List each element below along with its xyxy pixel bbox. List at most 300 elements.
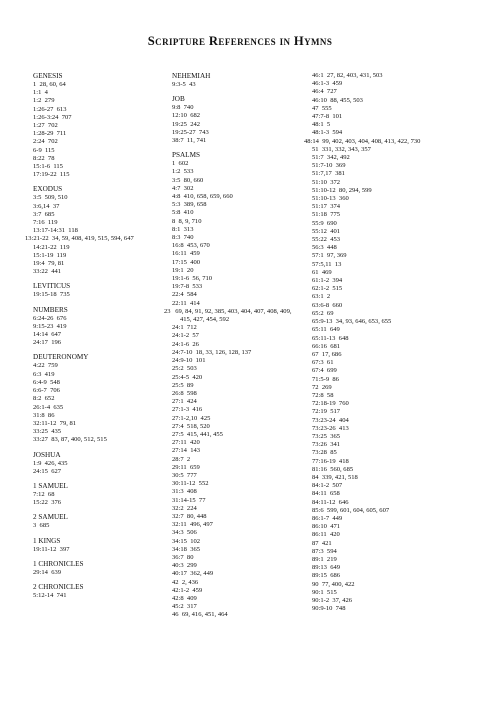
scripture-reference <box>33 331 163 339</box>
hymn-numbers: 26 <box>189 340 199 348</box>
scripture-reference <box>312 548 462 556</box>
scripture-reference <box>312 384 462 392</box>
verse-reference: 87 <box>312 539 319 547</box>
verse-reference: 8:3 <box>172 234 181 242</box>
hymn-numbers: 97, 369 <box>323 252 347 260</box>
hymn-numbers: 741 <box>53 591 67 599</box>
hymn-numbers: 658 <box>326 490 340 498</box>
hymn-numbers: 89 <box>183 381 194 389</box>
scripture-reference <box>312 499 462 507</box>
scripture-reference <box>33 89 163 97</box>
verse-reference: 47 <box>312 104 319 112</box>
hymn-numbers: 711 <box>53 130 67 138</box>
hymn-numbers: 389, 658 <box>180 201 207 209</box>
scripture-reference <box>172 513 302 521</box>
verse-reference: 61 <box>312 268 319 276</box>
hymn-numbers: 400 <box>186 258 201 266</box>
scripture-reference <box>312 408 462 416</box>
scripture-reference <box>33 428 163 436</box>
verse-reference: 55:9 <box>312 219 324 227</box>
verse-reference: 3:5 <box>172 176 181 184</box>
scripture-reference <box>312 400 462 408</box>
verse-reference: 89:15 <box>312 572 327 580</box>
verse-reference: 32:7 <box>172 512 184 520</box>
scripture-reference <box>312 589 462 597</box>
scripture-reference <box>312 531 462 539</box>
verse-reference: 15:1-19 <box>33 251 54 259</box>
verse-reference: 1:27 <box>33 122 45 130</box>
hymn-numbers: 317 <box>183 603 197 611</box>
verse-reference: 6:3 <box>33 370 42 378</box>
book-heading: GENESIS <box>33 72 63 80</box>
hymn-numbers: 594 <box>329 129 343 137</box>
hymn-numbers: 69 <box>323 309 334 317</box>
hymn-numbers: 342, 492 <box>323 154 350 162</box>
page-title: Scripture References in Hymns <box>147 34 333 48</box>
scripture-reference <box>312 261 462 269</box>
hymn-numbers: 80 <box>183 553 194 561</box>
hymn-numbers: 79, 81 <box>44 260 65 268</box>
verse-reference: 34:15 <box>172 537 187 545</box>
hymn-numbers: 115 <box>41 146 55 154</box>
scripture-reference <box>33 546 163 554</box>
verse-reference: 1:28-29 <box>33 130 54 138</box>
hymn-numbers: 376 <box>47 499 62 507</box>
verse-reference: 27:1-2,10 <box>172 414 198 422</box>
hymn-numbers: 507 <box>329 482 343 490</box>
scripture-reference <box>312 310 462 318</box>
scripture-reference <box>312 507 462 515</box>
scripture-reference <box>33 404 163 412</box>
verse-reference: 65:9-13 <box>312 318 333 326</box>
scripture-reference <box>33 291 163 299</box>
scripture-reference <box>172 554 302 562</box>
scripture-reference <box>33 569 163 577</box>
book-heading: EXODUS <box>33 185 63 194</box>
hymn-numbers: 37, 426 <box>329 597 353 604</box>
verse-reference: 1:9 <box>33 459 42 467</box>
hymn-numbers: 78 <box>44 154 55 162</box>
scripture-reference <box>172 472 302 480</box>
hymn-numbers: 341 <box>326 441 341 449</box>
verse-reference: 24:7-10 <box>172 348 193 356</box>
verse-reference: 16:8 <box>172 242 184 250</box>
verse-reference: 73:23-24 <box>312 416 336 424</box>
verse-reference: 7:16 <box>33 219 45 227</box>
verse-reference: 26:1-4 <box>33 403 51 411</box>
hymn-numbers: 448 <box>323 244 337 252</box>
hymn-numbers: 743 <box>195 128 209 136</box>
hymn-numbers: 686 <box>326 572 341 580</box>
scripture-reference <box>172 538 302 546</box>
scripture-reference <box>33 227 163 235</box>
hymn-numbers: 533 <box>189 283 203 291</box>
verse-reference: 3:7 <box>33 210 42 218</box>
verse-reference: 9:15-23 <box>33 322 54 330</box>
scripture-reference <box>172 250 302 258</box>
verse-reference: 12:10 <box>172 112 187 120</box>
verse-reference: 6:24-26 <box>33 314 54 322</box>
hymn-numbers: 552 <box>195 480 209 488</box>
hymn-numbers: 85 <box>326 449 337 457</box>
scripture-reference <box>172 439 302 447</box>
hymn-numbers: 459 <box>189 586 203 594</box>
verse-reference: 86:1-7 <box>312 514 330 522</box>
scripture-reference <box>312 228 462 236</box>
scripture-reference <box>312 88 462 96</box>
scripture-reference <box>33 155 163 163</box>
scripture-reference <box>172 423 302 431</box>
verse-reference: 87:3 <box>312 547 324 555</box>
verse-reference: 86:11 <box>312 531 327 539</box>
scripture-reference <box>33 194 163 202</box>
hymn-numbers: 86 <box>44 411 55 419</box>
scripture-reference <box>172 283 302 291</box>
hymn-numbers: 646 <box>335 498 349 506</box>
hymn-numbers: 101 <box>329 113 343 121</box>
hymn-numbers: 119 <box>53 251 67 259</box>
hymn-numbers: 647 <box>47 331 62 339</box>
verse-reference: 3 <box>33 522 37 530</box>
hymn-numbers: 17, 686 <box>318 350 342 358</box>
index-column-2 <box>164 72 302 620</box>
book-heading: NEHEMIAH <box>172 72 211 80</box>
hymn-numbers: 219 <box>323 555 337 563</box>
scripture-reference <box>33 592 163 600</box>
scripture-reference <box>172 185 302 193</box>
hymn-numbers: 119 <box>44 219 58 227</box>
scripture-reference <box>312 449 462 457</box>
scripture-reference <box>172 431 302 439</box>
verse-reference: 85:6 <box>312 506 324 514</box>
hymn-numbers: 196 <box>47 339 62 347</box>
scripture-reference <box>33 81 163 89</box>
hymn-numbers: 639 <box>47 568 62 576</box>
hymn-numbers: 269 <box>318 383 332 391</box>
scripture-reference <box>312 187 462 195</box>
hymn-numbers: 560, 685 <box>326 465 354 473</box>
hymn-numbers: 441 <box>47 268 62 276</box>
verse-reference: 33:27 <box>33 436 48 444</box>
verse-reference: 24:1-6 <box>172 340 190 348</box>
scripture-reference <box>312 359 462 367</box>
verse-reference: 38:7 <box>172 137 184 145</box>
scripture-reference <box>172 603 302 611</box>
scripture-reference <box>33 114 163 122</box>
verse-reference: 65:11-13 <box>312 334 336 342</box>
hymn-numbers: 101 <box>192 357 206 365</box>
scripture-reference <box>312 244 462 252</box>
hymn-numbers: 533 <box>180 168 194 176</box>
verse-reference: 51:18 <box>312 211 327 219</box>
hymn-numbers: 676 <box>53 314 67 322</box>
hymn-numbers: 80, 294, 599 <box>335 186 372 194</box>
hymn-numbers: 401 <box>326 227 341 235</box>
scripture-reference <box>312 335 462 343</box>
verse-reference: 29:11 <box>172 463 187 471</box>
hymn-numbers: 372 <box>326 178 341 186</box>
verse-reference: 51:10-12 <box>312 186 336 194</box>
hymn-numbers: 599, 601, 604, 605, 607 <box>323 506 390 514</box>
hymn-numbers: 706 <box>46 387 60 395</box>
verse-reference: 67:4 <box>312 367 324 375</box>
hymn-numbers: 408 <box>183 488 197 496</box>
hymn-numbers: 459 <box>186 250 200 258</box>
verse-reference: 48:1 <box>312 121 324 129</box>
hymn-numbers: 748 <box>332 605 346 613</box>
verse-reference: 61:1-2 <box>312 277 330 285</box>
scripture-reference <box>312 220 462 228</box>
verse-reference: 9:3-5 <box>172 81 186 88</box>
hymn-numbers: 471 <box>326 523 341 531</box>
hymn-numbers: 339, 421, 518 <box>318 473 358 481</box>
scripture-reference <box>33 171 163 179</box>
hymn-numbers: 2 <box>323 293 331 301</box>
verse-reference: 86:10 <box>312 523 327 531</box>
scripture-reference <box>172 201 302 209</box>
scripture-reference <box>312 162 462 170</box>
scripture-reference <box>172 121 302 129</box>
hymn-numbers: 685 <box>41 210 55 218</box>
scripture-reference <box>312 425 462 433</box>
scripture-reference <box>33 138 163 146</box>
hymn-numbers: 515 <box>329 285 343 293</box>
verse-reference: 19:25 <box>172 120 187 128</box>
hymn-numbers: 381 <box>331 170 345 178</box>
verse-reference: 24:9-10 <box>172 357 193 365</box>
verse-reference: 51:10-13 <box>312 195 336 203</box>
hymn-numbers: 602 <box>175 160 189 168</box>
hymn-numbers: 416 <box>189 406 203 414</box>
verse-reference: 6-9 <box>33 146 42 154</box>
scripture-reference <box>312 326 462 334</box>
scripture-reference <box>172 456 302 464</box>
book-heading: 1 CHRONICLES <box>33 559 84 568</box>
hymn-numbers: 453, 670 <box>183 242 210 250</box>
verse-reference: 51:7 <box>312 154 324 162</box>
scripture-reference <box>172 406 302 414</box>
hymn-numbers: 415, 441, 455 <box>183 430 223 438</box>
hymn-numbers: 57 <box>189 332 199 340</box>
hymn-numbers: 419 <box>53 322 67 330</box>
hymn-numbers: 409 <box>183 594 197 602</box>
hymn-numbers: 627 <box>47 467 62 475</box>
scripture-reference <box>172 242 302 250</box>
hymn-numbers: 690 <box>323 219 337 227</box>
verse-reference: 17:15 <box>172 258 187 266</box>
verse-reference: 90 <box>312 580 319 588</box>
hymn-numbers: 61 <box>323 359 334 367</box>
scripture-reference <box>312 433 462 441</box>
scripture-reference <box>172 226 302 234</box>
book-heading: 1 SAMUEL <box>33 481 68 490</box>
scripture-reference <box>172 160 302 168</box>
scripture-reference <box>312 97 462 105</box>
hymn-numbers: 420 <box>326 531 340 539</box>
verse-reference: 46:1 <box>312 72 324 79</box>
hymn-numbers: 420 <box>189 373 203 381</box>
hymn-numbers: 453 <box>326 236 341 244</box>
hymn-numbers: 362, 449 <box>186 570 214 578</box>
verse-reference: 1:1 <box>33 89 42 97</box>
scripture-reference <box>312 80 462 88</box>
verse-reference: 45:2 <box>172 603 184 611</box>
scripture-reference <box>172 81 302 89</box>
scripture-reference: 23 69, 84, 91, 92, 385, 403, 404, 407, 408, 409, 415, 427, 454, 592 <box>164 307 292 324</box>
hymn-numbers: 118 <box>65 227 78 235</box>
scripture-reference <box>312 482 462 490</box>
hymn-numbers: 727 <box>323 88 337 96</box>
scripture-reference <box>312 597 462 605</box>
scripture-reference <box>312 252 462 260</box>
verse-reference: 8:1 <box>172 225 181 233</box>
scripture-reference <box>172 341 302 349</box>
verse-reference: 67:3 <box>312 359 324 367</box>
verse-reference: 29:14 <box>33 568 48 576</box>
hymn-numbers: 702 <box>44 122 58 130</box>
verse-reference: 51:10 <box>312 178 327 186</box>
book-heading: 2 SAMUEL <box>33 513 68 522</box>
scripture-reference <box>312 367 462 375</box>
scripture-reference <box>172 390 302 398</box>
verse-reference: 6:4-9 <box>33 378 47 386</box>
verse-reference: 7:12 <box>33 490 45 498</box>
hymn-numbers: 682 <box>186 112 201 120</box>
scripture-reference <box>25 235 163 243</box>
hymn-numbers: 394 <box>329 277 343 285</box>
hymn-numbers: 517 <box>326 408 341 416</box>
scripture-reference <box>33 130 163 138</box>
verse-reference: 24:17 <box>33 339 48 347</box>
verse-reference: 16:11 <box>172 250 187 258</box>
hymn-numbers: 313 <box>180 225 194 233</box>
verse-reference: 25:4-5 <box>172 373 190 381</box>
verse-reference: 48:14 <box>304 137 319 145</box>
scripture-reference <box>172 137 302 145</box>
hymn-numbers: 369 <box>332 162 346 170</box>
verse-reference: 40:17 <box>172 570 187 578</box>
verse-reference: 73:28 <box>312 449 327 457</box>
verse-reference: 5:8 <box>172 209 181 217</box>
verse-reference: 51:7-10 <box>312 162 333 170</box>
hymn-numbers: 360 <box>335 195 349 203</box>
scripture-reference <box>312 203 462 211</box>
verse-reference: 55:22 <box>312 236 327 244</box>
verse-reference: 42:1-2 <box>172 586 190 594</box>
scripture-reference <box>172 112 302 120</box>
scripture-reference <box>172 382 302 390</box>
scripture-reference <box>33 147 163 155</box>
verse-reference: 33:22 <box>33 268 48 276</box>
scripture-reference <box>304 137 462 146</box>
verse-reference: 8 <box>172 217 176 225</box>
scripture-reference <box>172 546 302 554</box>
hymn-numbers: 143 <box>186 447 201 455</box>
hymn-numbers: 79, 81 <box>56 419 77 427</box>
hymn-numbers: 777 <box>183 471 197 479</box>
scripture-reference <box>172 365 302 373</box>
verse-reference: 63:1 <box>312 293 324 301</box>
hymn-numbers: 424 <box>183 398 197 406</box>
hymn-numbers: 699 <box>323 367 337 375</box>
scripture-reference <box>33 268 163 276</box>
verse-reference: 25:5 <box>172 381 184 389</box>
scripture-reference <box>312 417 462 425</box>
verse-reference: 4:8 <box>172 193 181 201</box>
scripture-reference <box>312 302 462 310</box>
verse-reference: 15:22 <box>33 499 48 507</box>
verse-reference: 62:1-2 <box>312 285 330 293</box>
scripture-reference <box>172 374 302 382</box>
scripture-reference <box>312 458 462 466</box>
hymn-numbers: 418 <box>335 457 349 465</box>
verse-reference: 72:19 <box>312 408 327 416</box>
hymn-numbers: 735 <box>56 291 70 299</box>
scripture-reference <box>33 106 163 114</box>
hymn-numbers: 506 <box>183 529 197 537</box>
scripture-reference <box>172 267 302 275</box>
hymn-numbers: 28, 60, 64 <box>36 81 66 88</box>
scripture-reference <box>172 464 302 472</box>
verse-reference: 27:11 <box>172 439 187 447</box>
hymn-numbers: 34, 93, 646, 653, 655 <box>332 318 392 326</box>
scripture-reference <box>33 371 163 379</box>
verse-reference: 14:14 <box>33 331 48 339</box>
scripture-reference <box>172 611 302 619</box>
verse-reference: 19:11-12 <box>33 545 57 553</box>
hymn-numbers: 13 <box>331 260 342 268</box>
hymn-numbers: 548 <box>46 378 60 386</box>
scripture-reference <box>312 515 462 523</box>
hymn-numbers: 5 <box>323 121 331 129</box>
scripture-reference <box>312 441 462 449</box>
hymn-numbers: 2, 436 <box>178 578 199 586</box>
scripture-reference <box>33 203 163 211</box>
hymn-numbers: 58 <box>323 391 334 399</box>
hymn-numbers: 43 <box>185 81 196 88</box>
hymn-numbers: 584 <box>183 291 197 299</box>
hymn-numbers: 449 <box>329 514 343 522</box>
scripture-reference <box>312 113 462 121</box>
scripture-reference <box>33 362 163 370</box>
scripture-reference <box>312 236 462 244</box>
verse-reference: 46:4 <box>312 88 324 96</box>
verse-reference: 81:16 <box>312 465 327 473</box>
scripture-reference <box>172 300 302 308</box>
verse-reference: 13:21-22 <box>25 235 49 243</box>
verse-reference: 47:7-8 <box>312 113 330 121</box>
hymn-numbers: 119 <box>56 243 70 251</box>
verse-reference: 24:1 <box>172 324 184 332</box>
scripture-reference <box>312 318 462 326</box>
verse-reference: 57:5,11 <box>312 260 332 268</box>
hymn-numbers: 652 <box>41 395 55 403</box>
scripture-reference <box>172 505 302 513</box>
scripture-reference <box>172 324 302 332</box>
hymn-numbers: 648 <box>335 334 349 342</box>
verse-reference: 84 <box>312 473 319 481</box>
scripture-reference <box>312 392 462 400</box>
verse-reference: 27:1-3 <box>172 406 190 414</box>
scripture-reference <box>312 146 462 154</box>
hymn-numbers: 503 <box>183 365 197 373</box>
verse-reference: 1:2 <box>172 168 181 176</box>
scripture-reference <box>172 415 302 423</box>
scripture-reference <box>172 275 302 283</box>
hymn-numbers: 660 <box>329 301 343 309</box>
scripture-reference <box>312 466 462 474</box>
index-column-1 <box>25 72 163 600</box>
